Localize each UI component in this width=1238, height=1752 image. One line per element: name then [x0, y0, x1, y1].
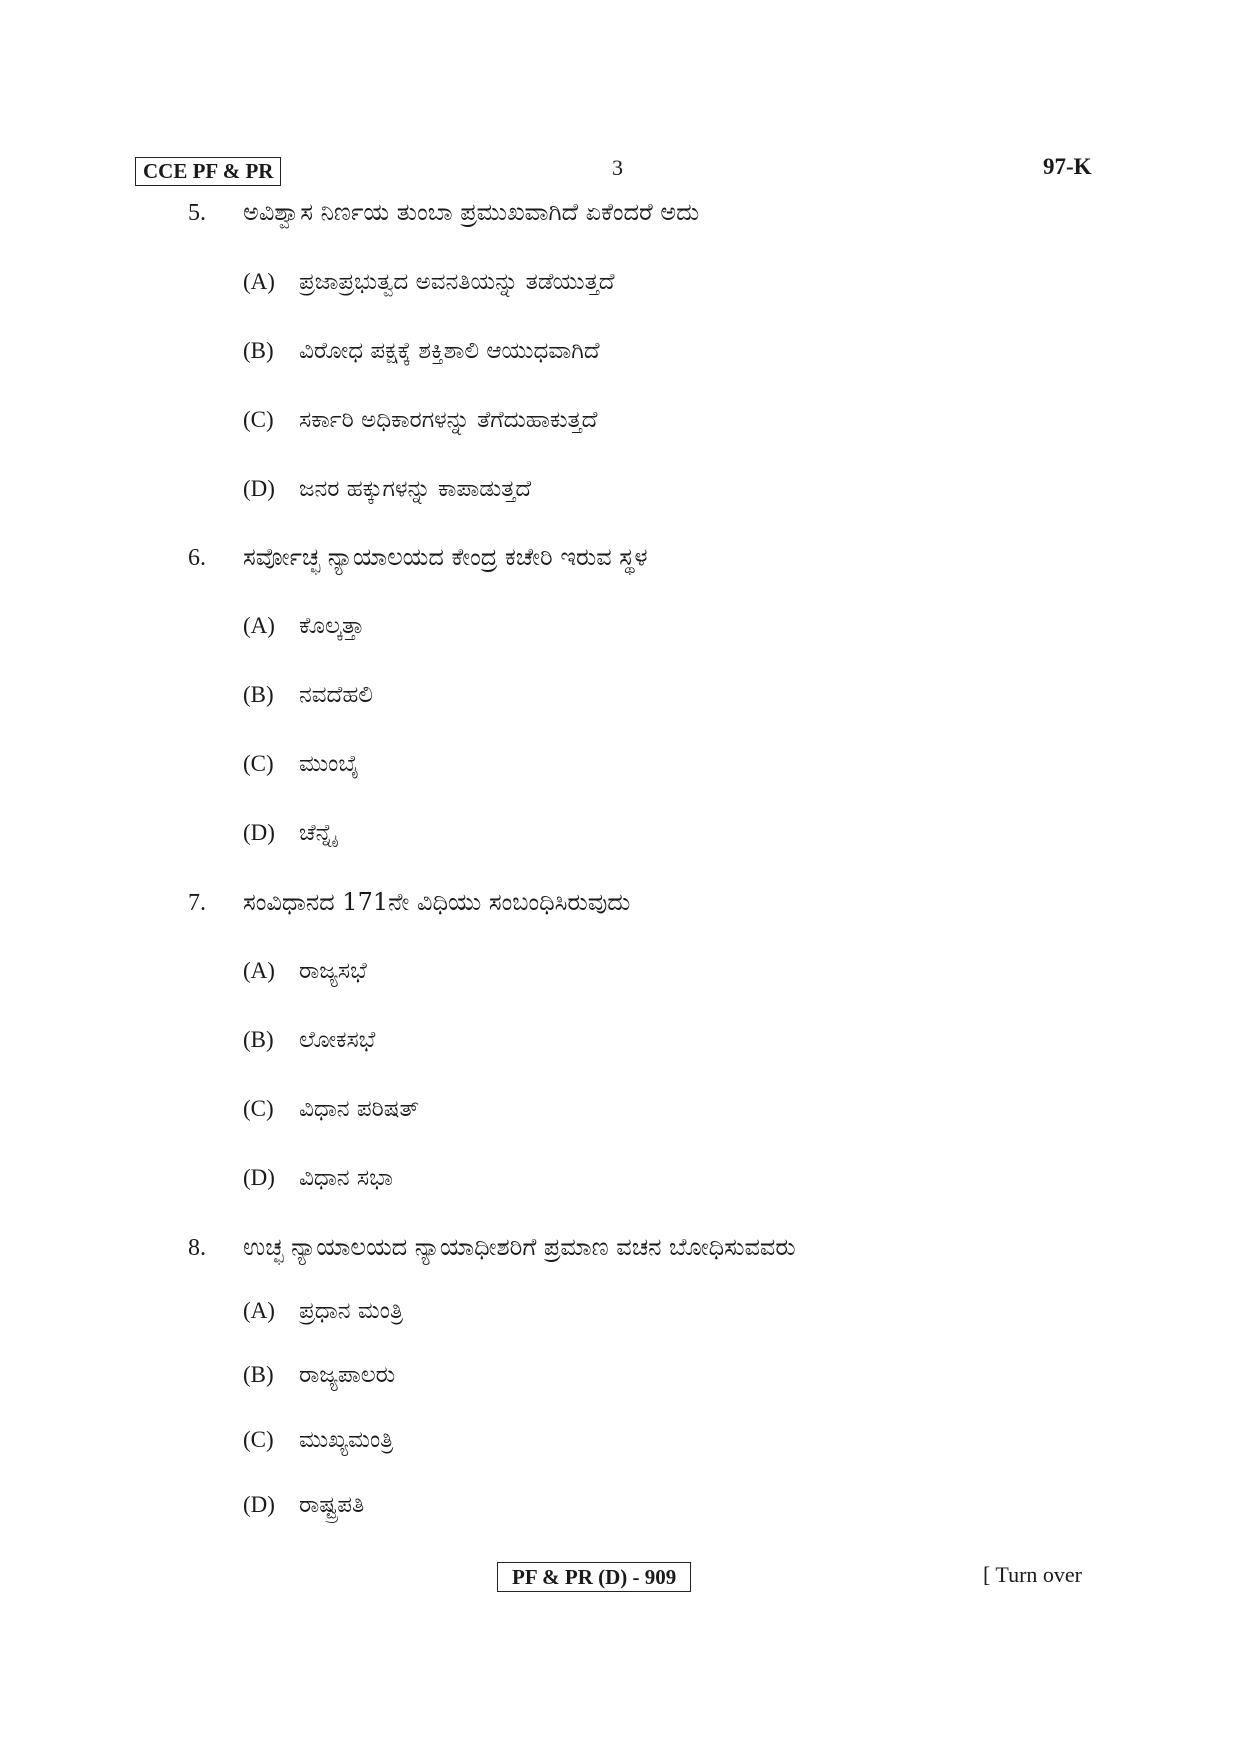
- option-text: ಸರ್ಕಾರಿ ಅಧಿಕಾರಗಳನ್ನು ತೆಗೆದುಹಾಕುತ್ತದೆ: [299, 407, 598, 433]
- question-7: [188, 888, 630, 917]
- option-label: (A): [243, 1298, 275, 1323]
- option-6b: [243, 682, 373, 708]
- option-7b: [243, 1027, 375, 1053]
- option-label: (C): [243, 1427, 274, 1452]
- option-text: ಮುಂಬೈ: [299, 751, 359, 777]
- option-text: ರಾಷ್ಟ್ರಪತಿ: [299, 1492, 365, 1518]
- option-label: (D): [243, 820, 275, 845]
- option-text: ಚೆನ್ನೈ: [299, 820, 337, 846]
- header-code-box: CCE PF & PR: [135, 157, 281, 186]
- turn-over-note: [ Turn over: [983, 1562, 1083, 1587]
- option-label: (C): [243, 751, 274, 776]
- option-8a: [243, 1298, 403, 1324]
- option-text: ವಿಧಾನ ಸಭಾ: [299, 1165, 393, 1191]
- question-8: [188, 1233, 796, 1262]
- option-text: ಜನರ ಹಕ್ಕುಗಳನ್ನು ಕಾಪಾಡುತ್ತದೆ: [299, 476, 532, 502]
- question-number: 6.: [188, 545, 206, 571]
- question-6: [188, 543, 648, 572]
- option-label: (C): [243, 1096, 274, 1121]
- option-7a: [243, 958, 367, 984]
- option-label: (C): [243, 407, 274, 432]
- option-7d: [243, 1165, 393, 1191]
- option-text: ಪ್ರಜಾಪ್ರಭುತ್ವದ ಅವನತಿಯನ್ನು ತಡೆಯುತ್ತದೆ: [299, 269, 615, 295]
- option-6d: [243, 820, 336, 846]
- option-text: ಕೊಲ್ಕತ್ತಾ: [299, 613, 365, 639]
- option-label: (A): [243, 958, 275, 983]
- question-text: ಅವಿಶ್ವಾಸ ನಿರ್ಣಯ ತುಂಬಾ ಪ್ರಮುಖವಾಗಿದೆ ಏಕೆಂದರೆ ಅದು: [243, 198, 700, 226]
- question-number: 8.: [188, 1235, 206, 1261]
- option-label: (B): [243, 682, 274, 707]
- option-5d: [243, 476, 531, 502]
- option-label: (A): [243, 269, 275, 294]
- option-6c: [243, 751, 359, 777]
- option-text: ಲೋಕಸಭೆ: [299, 1027, 376, 1053]
- option-8c: [243, 1427, 393, 1453]
- option-text: ವಿರೋಧ ಪಕ್ಷಕ್ಕೆ ಶಕ್ತಿಶಾಲಿ ಆಯುಧವಾಗಿದೆ: [299, 338, 600, 364]
- option-text: ಪ್ರಧಾನ ಮಂತ್ರಿ: [299, 1298, 404, 1324]
- option-text: ರಾಜ್ಯಪಾಲರು: [299, 1362, 396, 1388]
- question-number: 5.: [188, 200, 206, 226]
- option-label: (B): [243, 338, 274, 363]
- option-5c: [243, 407, 597, 433]
- paper-code: 97-K: [1043, 154, 1092, 179]
- option-label: (D): [243, 1165, 275, 1190]
- option-6a: [243, 613, 364, 639]
- option-label: (B): [243, 1027, 274, 1052]
- option-7c: [243, 1096, 419, 1122]
- question-number: 7.: [188, 890, 206, 916]
- option-text: ನವದೆಹಲಿ: [299, 682, 373, 708]
- question-text: ಸಂವಿಧಾನದ 171ನೇ ವಿಧಿಯು ಸಂಬಂಧಿಸಿರುವುದು: [243, 888, 631, 916]
- option-text: ರಾಜ್ಯಸಭೆ: [299, 958, 367, 984]
- option-8d: [243, 1492, 364, 1518]
- option-text: ಮುಖ್ಯಮಂತ್ರಿ: [299, 1427, 394, 1453]
- page-number: 3: [612, 155, 623, 180]
- question-text: ಉಚ್ಛ ನ್ಯಾಯಾಲಯದ ನ್ಯಾಯಾಧೀಶರಿಗೆ ಪ್ರಮಾಣ ವಚನ ಬೋಧಿಸುವವರು: [243, 1233, 796, 1261]
- option-text: ವಿಧಾನ ಪರಿಷತ್: [299, 1096, 420, 1122]
- option-label: (B): [243, 1362, 274, 1387]
- option-5a: [243, 269, 615, 295]
- option-label: (A): [243, 613, 275, 638]
- question-5: [188, 198, 699, 227]
- option-label: (D): [243, 1492, 275, 1517]
- footer-code-box: PF & PR (D) - 909: [497, 1562, 691, 1592]
- option-label: (D): [243, 476, 275, 501]
- option-8b: [243, 1362, 395, 1388]
- question-text: ಸರ್ವೋಚ್ಛ ನ್ಯಾಯಾಲಯದ ಕೇಂದ್ರ ಕಚೇರಿ ಇರುವ ಸ್ಥಳ: [243, 543, 648, 571]
- option-5b: [243, 338, 600, 364]
